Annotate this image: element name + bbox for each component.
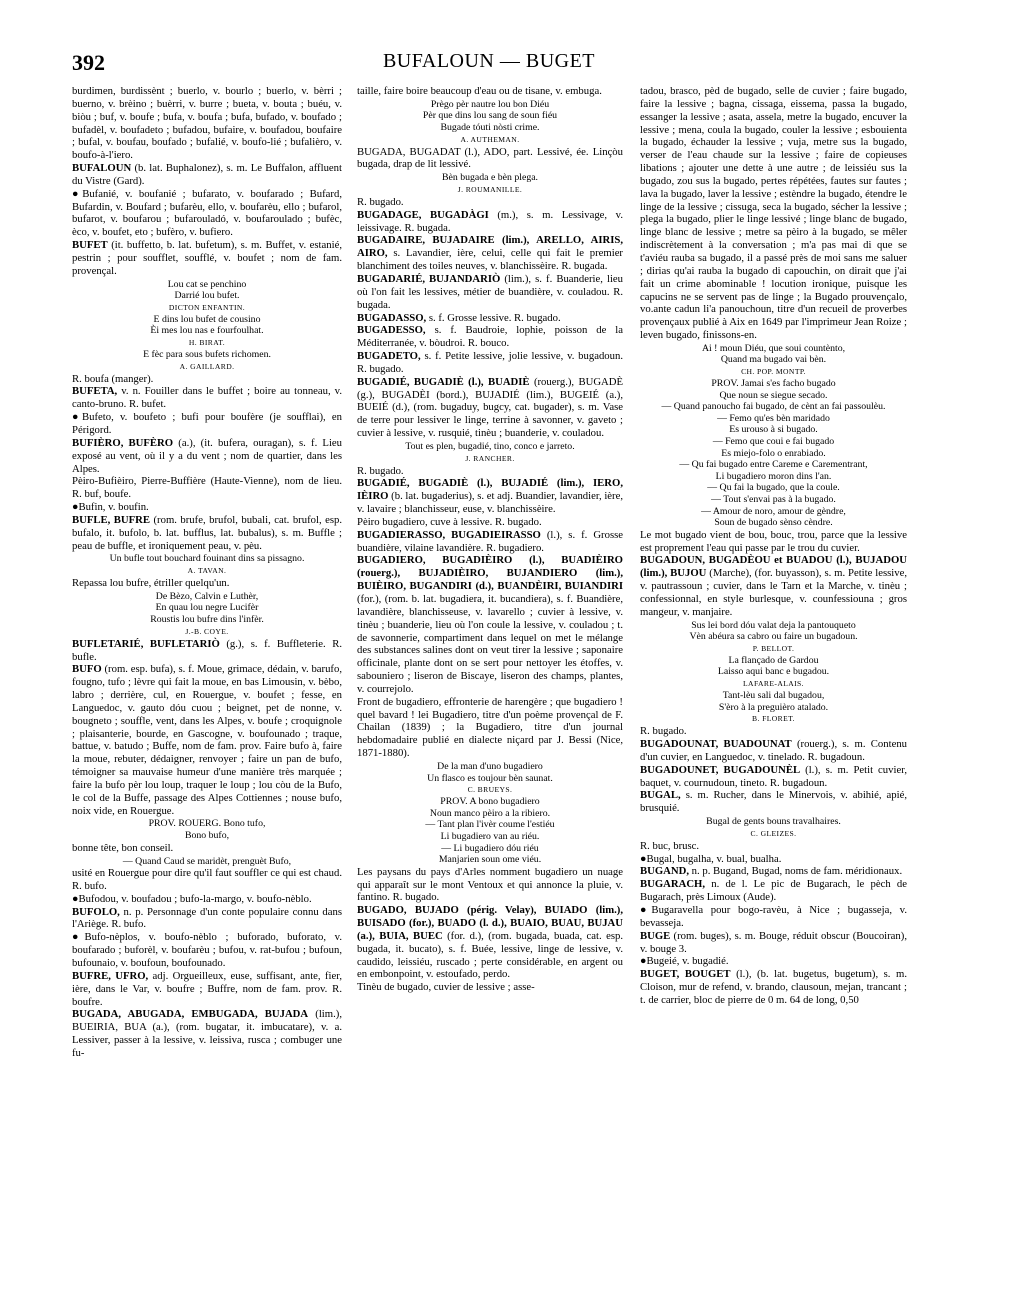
entry-text: usité en Rouergue pour dire qu'il faut souffler ce qui est chaud. R. bufo. — [72, 867, 342, 892]
entry-text: Front de bugadiero, effronterie de harengère ; que bugadiero ! quel bavard ! lei Bugadiero, titre d'un poème provençal de F. Chailan (1839) ; la Bugadiero, titre d'un journal hebdomadaire publié en dialecte niçard par J. Bessi (Nice, 1871-1880). — [357, 695, 623, 760]
entry-headword: BUFETA, — [72, 385, 118, 398]
page-header — [72, 50, 906, 80]
entry-headword: BUGADESSO, — [357, 324, 426, 337]
entry-text: R. boufa (manger). — [72, 372, 154, 385]
dictionary-entry — [72, 239, 342, 278]
dictionary-entry — [72, 638, 342, 664]
entry-headword: BUGAL, — [640, 789, 681, 802]
quotation-author: B. FLORET. — [752, 714, 795, 724]
entry-headword: BUGADOUNAT, BUADOUNAT — [640, 738, 792, 751]
dictionary-entry — [357, 529, 623, 555]
entry-text: R. buc, brusc. — [640, 839, 700, 852]
quotation-author: C. BRUEYS. — [467, 785, 513, 795]
quotation-author: C. GLEIZES. — [750, 828, 797, 838]
quotation-author: H. BIRAT. — [188, 338, 226, 348]
dictionary-entry — [72, 663, 342, 817]
entry-text: ●Bufo-nèplos, v. boufo-nèblo ; buforado, buforato, v. boufarado ; buforèl, v. boufarèu ; bufou, v. rat-bufou ; bufoun, bufounaio, v. boufoun, boufounado. — [72, 931, 342, 969]
entry-definition: n. de l. Le pic de Bugarach, le pèch de Bugarach, près Limoux (Aude). — [640, 878, 908, 904]
entry-headword: BUGADO, BUJADO (périg. Velay), BUIADO (lim.), BUISADO (for.), BUADO (l. d.), BUAIO, BUAU, BUJAU (a.), BUIA, BUEC — [357, 904, 623, 942]
dictionary-entry — [357, 324, 623, 350]
entry-definition: (rom. buges), s. m. Bouge, réduit obscur (Boucoiran), v. bouge 3. — [640, 929, 908, 955]
entry-definition: (rom. brufe, brufol, bubali, cat. brufol, esp. bufalo, it. bufolo, b. lat. bufflus, lat. bubalus), s. m. Buffle ; peau de buffle, et ironiquement peau, v. pèu. — [72, 513, 343, 552]
dictionary-entry — [640, 930, 907, 956]
entry-headword: BUFO — [72, 663, 102, 676]
quotation-author: DICTON ENFANTIN. — [168, 302, 246, 312]
dictionary-entry — [72, 385, 342, 411]
entry-headword: BUGET, BOUGET — [640, 968, 731, 981]
entry-text: Le mot bugado vient de bou, bouc, trou, parce que la lessive est proprement l'eau qui passe par le trou du cuvier. — [640, 528, 907, 554]
entry-definition: (for.), (rom. b. lat. bugadiera, it. bucandiera), s. f. Buandière, lavandière, blanchisseuse, v. lavarello ; cuvier à lessive, v. tinèu ; buanderie, lieu où l'on coule la lessive, v. couladou ; t. de savonnerie, compartiment dans lequel on met le mélange des substances salines dont on veut tirer la lessive ; saponaire officinale, plante dont on se sert pour nettoyer les étoffes, v. sabouniero ; liseron de Biscaye, liseron des champs, plantes, v. courrejolo. — [357, 592, 623, 695]
entry-headword: BUGADIÉ, BUGADIÈ (l.), BUJADIÉ (lim.), IERO, IÈIRO — [357, 477, 623, 503]
entry-headword: BUFIÈRO, BUFÈRO — [72, 436, 174, 449]
entry-text: tadou, brasco, pèd de bugado, selle de cuvier ; faire bugado, faire la lessive ; bagna, cissaga, eissema, passa la bugado, essanger la lessive ; asata, assela, metre la bugado, encuver la lessive ; mena, coula la bugado, couler la lessive ; esbouienta la bugado, échauder la lessive ; vuja, metre sus la bugado, verser de l'eau chaude sur la lessive ; faire de copieuses libations ; ajouter une dette à une autre ; de leissiéu sus la bugado, zou sus la bugado, pertes répétées, fautes sur fautes ; lava la bugado, laver la lessive ; estèndre la bugado, étendre le linge de la lessive ; cissuga, seca la bugado, sécher la lessive ; plega la bugado, plier le linge lessivé ; linge blanc de bugado, linge blanc de lessive ; metre sa pèiro à la bugado, se mêler indiscrètement à la conversation ; m'a pas mai di que se t'aviéu rauba sa bugado, il a passé près de moi sans me saluer ; dirias qu'ai rauba la bugado di capouchin, on dirait que j'ai fait un crime abominable ! locution ironique, puisque les capucins ne se servent pas de linge ; la Bugado prouvençalo, vo.ante cadun li'a panouchoun, titre d'un recueil de proverbes provençaux publié à Aix en 1649 par l'imprimeur Jean Roize ; leven bugado, finissons-en. — [640, 85, 907, 342]
entry-definition: s. f. Baudroie, lophie, poisson de la Méditerranée, v. bòudroi. R. bouco. — [357, 324, 623, 350]
dictionary-entry — [640, 554, 907, 618]
entry-headword: BUFOLO, — [72, 905, 120, 918]
entry-text: Pèiro-Bufièiro, Pierre-Buffière (Haute-Vienne), nom de lieu. R. buf, boufe. — [72, 475, 342, 501]
dictionary-entry — [357, 209, 623, 235]
dictionary-entry — [72, 1008, 342, 1059]
entry-text: ●Bufin, v. boufin. — [72, 501, 149, 514]
quotation-author: LAFARE-ALAIS. — [743, 679, 804, 689]
entry-text: Pèiro bugadiero, cuve à lessive. R. bugado. — [357, 515, 542, 528]
entry-text: ●Bufodou, v. boufadou ; bufo-la-margo, v. boufo-nèblo. — [72, 892, 312, 905]
dictionary-entry — [357, 477, 623, 516]
running-head: BUFALOUN — BUGET — [382, 50, 596, 72]
entry-headword: BUGADOUNET, BUGADOUNÈL — [640, 763, 801, 776]
entry-text: R. bugado. — [357, 195, 404, 208]
entry-definition: v. n. Fouiller dans le buffet ; boire au tonneau, v. canto-bruno. R. bufet. — [72, 385, 342, 411]
quotation-author: A. TAVAN. — [187, 566, 227, 576]
entry-definition: (Marche), (for. buyasson), s. m. Petite lessive, v. pautrassoun ; cuvier, dans le Tarn et la Marche, v. tinèu ; confessionnal, en style burlesque, v. counfessiouna ; gros mangeur, v. manjaire. — [640, 567, 907, 618]
verse-quotation: Un bufle tout bouchard fouinant dins sa pissagno. — [109, 553, 305, 565]
quotation-author: A. GAILLARD. — [179, 361, 235, 371]
dictionary-entry — [357, 312, 623, 325]
entry-headword: BUFET — [72, 239, 108, 252]
dictionary-entry — [72, 162, 342, 188]
entry-headword: BUFLETARIÉ, BUFLETARIÒ — [72, 637, 220, 650]
entry-definition: (m.), s. m. Lessivage, v. leissivage. R. bugada. — [357, 208, 623, 234]
quotation-author: J. RANCHER. — [465, 453, 515, 463]
entry-text: ●Bugeié, v. bugadié. — [640, 955, 729, 968]
quotation-author: J.-B. COYE. — [185, 626, 229, 636]
entry-headword: BUGADOUN, BUGADÈOU et BUADOU (l.), BUJADOU (lim.), BUJOU — [640, 554, 907, 580]
entry-headword: BUFLE, BUFRE — [72, 513, 150, 526]
quotation-author: J. ROUMANILLE. — [457, 184, 523, 194]
verse-quotation: — Quand Caud se maridèt, prenguèt Bufo, — [122, 855, 292, 867]
verse-quotation: PROV. A bono bugadiero Noun manco pèiro a la ribiero. — Tant plan l'ivèr coume l'estiéu Li bugadiero van au riéu. — Li bugadiero dóu riéu Manjarien soun ome viéu. — [425, 796, 555, 866]
entry-definition: n. p. Personnage d'un conte populaire connu dans l'Ariège. R. bufo. — [72, 905, 342, 931]
verse-quotation: Lou cat se penchino Darrié lou bufet. — [167, 278, 247, 302]
verse-quotation: La flançado de Gardou Laisso aqui banc e bugadou. — [717, 654, 830, 678]
dictionary-entry — [72, 970, 342, 1009]
entry-definition: s. Lavandier, ière, celui, celle qui fait le premier blanchiment des toiles neuves, v. blanchissèire. R. bugada. — [357, 247, 623, 273]
dictionary-entry — [640, 878, 907, 904]
entry-definition: (for. d.), (rom. bugada, buada, cat. esp. bugada, it. bucato), s. f. Buée, lessive, linge de lessive, v. caudido, leissiéu, ruscado ; perte considérable, en argent ou en embonpoint, v. estoufado, perdo. — [357, 929, 623, 981]
verse-quotation: Tant-lèu sali dal bugadou, S'èro à la preguièro atalado. — [718, 690, 829, 713]
entry-definition: (g.), s. f. Buffleterie. R. bufle. — [72, 637, 343, 663]
dictionary-entry — [640, 865, 907, 878]
entry-definition: (a.), (it. bufera, ouragan), s. f. Lieu exposé au vent, où il y a du vent ; nom de quartier, dans les Alpes. — [72, 436, 343, 475]
dictionary-entry — [357, 904, 623, 981]
verse-quotation: Bèn bugada e bèn plega. — [441, 172, 539, 184]
dictionary-entry — [357, 554, 623, 695]
verse-quotation: Tout es plen, bugadié, tino, conco e jarreto. — [405, 440, 575, 452]
entry-definition: (l.), s. f. Grosse buandière, vilaine lavandière. R. bugadiero. — [357, 528, 624, 554]
entry-headword: BUGADETO, — [357, 350, 421, 363]
entry-headword: BUGADIERASSO, BUGADIEIRASSO — [357, 528, 541, 541]
verse-quotation: Ai ! moun Diéu, que soui countènto, Quand ma bugado vai bèn. — [701, 342, 846, 366]
entry-text: taille, faire boire beaucoup d'eau ou de tisane, v. embuga. — [357, 85, 602, 97]
verse-quotation: Sus lei bord dóu valat deja la pantouqueto Vèn abéura sa cabro ou faire un bugadoun. — [689, 619, 858, 643]
entry-headword: BUGADAGE, BUGADÀGI — [357, 208, 489, 221]
quotation-author: P. BELLOT. — [752, 643, 795, 653]
entry-headword: BUGADAIRE, BUJADAIRE (lim.), ARELLO, AIRIS, AIRO, — [357, 234, 623, 260]
entry-headword: BUGADASSO, — [357, 311, 427, 324]
dictionary-entry — [357, 273, 623, 312]
dictionary-entry — [72, 906, 342, 932]
dictionary-entry — [640, 764, 907, 790]
entry-text: Tinèu de bugado, cuvier de lessive ; asse- — [357, 981, 535, 994]
dictionary-entry — [640, 789, 907, 815]
entry-text: burdimen, burdissènt ; buerlo, v. bourlo ; buerlo, v. bèrri ; buerno, v. brèino ; buèrri, v. burre ; bueta, v. bouta ; buéu, v. biòu ; buf, v. boufe ; bufa, v. boufa ; bufa, bufado, v. boufado ; bufadèl, v. boufadeto ; bufadou, bufaire, v. boufadou, boufaire ; bufal, v. boufau, boufado ; bufalié, v. boufo-lié ; bufalièro, v. boufo-à-l'iero. — [72, 85, 342, 162]
dictionary-entry — [640, 968, 907, 1007]
entry-definition: adj. Orgueilleux, euse, suffisant, ante, fier, ière, dans le Var, v. boufre ; Buffre, nom de fam. prov. R. boufre. — [72, 969, 342, 1008]
verse-quotation: E fèc para sous bufets richomen. — [143, 349, 271, 361]
entry-definition: (lim.), s. f. Buanderie, lieu où l'on fait les lessives, métier de buandière, v. couladou. R. bugada. — [357, 272, 623, 311]
verse-quotation: Bugal de gents bouns travalhaires. — [706, 816, 841, 828]
entry-headword: BUGADIÉ, BUGADIÈ (l.), BUADIÈ — [357, 375, 530, 388]
entry-headword: BUGARACH, — [640, 878, 706, 891]
verse-quotation: De la man d'uno bugadiero Un flasco es toujour bèn saunat. — [427, 760, 553, 784]
column-left — [72, 85, 342, 1060]
entry-definition: (b. lat. bugaderius), s. et adj. Buandier, lavandier, ière, v. lavaire ; blanchisseur, euse, v. blanchissèire. — [357, 490, 624, 516]
entry-text: ●Bugaravella pour bogo-ravèu, à Nice ; bugasseja, v. bevasseja. — [640, 903, 907, 929]
entry-definition: (rom. esp. bufa), s. f. Moue, grimace, dédain, v. barufo, fougno, tufo ; lèvre qui fait la moue, en bas Limousin, v. bèbo, labro ; derrière, cul, en Rouergue, v. boufet ; fesse, en Languedoc, v. gauto dóu cuou ; beignet, pet de nonne, v. bougneto ; souffle, vent, dans les Alpes, v. boufe ; croquignole ; plaisanterie, bourde, en Gascogne, v. boufounado ; traque, battue, v. batudo ; Buffe, nom de fam. prov. Faire bufo à, faire la moue, rebuter, dédaigner, renvoyer ; faire un pan de bufo, témoigner sa mauvaise humeur d'une manière très marquée ; faire la bufo pèr lou loup, traquer le loup ; lou còu de la Bufo, le col de la Buffe, passage des Alpes Cottiennes ; nouse bufo, noix vide, en Rouergue. — [72, 663, 343, 817]
dictionary-entry — [357, 234, 623, 273]
dictionary-entry — [357, 350, 623, 376]
entry-definition: (l.), (b. lat. bugetus, bugetum), s. m. Cloison, mur de refend, v. brando, clausoun, mejan, trancant ; t. de carrier, bloc de pierre de 0 m. 64 de long, 0,50 — [640, 968, 907, 1006]
page-number: 392 — [72, 50, 105, 75]
entry-text: R. bugado. — [357, 464, 404, 477]
entry-definition: s. f. Grosse lessive. R. bugado. — [428, 311, 561, 324]
verse-quotation: Prègo pèr nautre lou bon Diéu Pèr que dins lou sang de soun fiéu Bugade tóuti nòsti crime. — [422, 98, 558, 134]
entry-text: bonne tête, bon conseil. — [72, 841, 174, 854]
dictionary-entry — [72, 514, 342, 553]
dictionary-entry — [357, 376, 623, 440]
entry-definition: (l.), s. m. Petit cuvier, baquet, v. cournudoun, tineto. R. bugadoun. — [640, 763, 908, 789]
entry-headword: BUGE — [640, 929, 671, 942]
entry-headword: BUFALOUN — [72, 162, 132, 175]
entry-definition: (rouerg.), s. m. Contenu d'un cuvier, en Languedoc, v. tinelado. R. bugadoun. — [640, 738, 908, 763]
quotation-author: CH. POP. MONTP. — [741, 367, 806, 377]
entry-definition: (b. lat. Buphalonez), s. m. Le Buffalon, affluent du Vistre (Gard). — [72, 162, 342, 187]
column-right — [640, 85, 907, 1007]
entry-text: Repassa lou bufre, étriller quelqu'un. — [72, 577, 230, 590]
entry-definition: (rouerg.), BUGADÈ (g.), BUGADÈI (bord.), BUJADIÉ (lim.), BUGEIÉ (a.), BUEIÉ (d.), (rom. bugaduy, bugcy, cat. bugader), s. m. Vase de terre pour lessiver le linge, terrine à savonner, v. gaveto ; cuvier à lessive, v. rusquié, tinèu ; buanderie, v. couladou. — [357, 375, 623, 440]
entry-text: Les paysans du pays d'Arles nomment bugadiero un nuage qui apparaît sur le mont Ventoux et qui annonce la pluie, v. fantino. R. bugado. — [357, 865, 623, 904]
quotation-author: A. AUTHEMAN. — [460, 134, 520, 144]
dictionary-entry — [72, 437, 342, 476]
entry-text: ●Bugal, bugalha, v. bual, bualha. — [640, 852, 782, 865]
entry-headword: BUGADA, ABUGADA, EMBUGADA, BUJADA — [72, 1008, 309, 1021]
entry-definition: s. m. Rucher, dans le Minervois, v. abihié, apié, brusquié. — [640, 789, 907, 815]
entry-headword: BUGAND, — [640, 865, 689, 878]
entry-definition: n. p. Bugand, Bugad, noms de fam. méridionaux. — [691, 865, 903, 878]
entry-definition: s. f. Petite lessive, jolie lessive, v. bugadoun. R. bugado. — [357, 350, 624, 375]
entry-definition: (it. buffetto, b. lat. bufetum), s. m. Buffet, v. estanié, pestrin ; pour soufflet, soufflé, v. boufet ; nom de fam. provençal. — [72, 239, 342, 277]
verse-quotation: PROV. Jamai s'es facho bugado Que noun se siegue secado. — Quand panoucho fai bugado, de cènt an fai passoulèu. — Femo qu'es bèn maridado Es urouso à si bugado. — Femo que coui e fai bugado Es miejo-folo o enrabiado. — Qu fai bugado entre Careme e Carementrant, Li bugadiero moron dins l'an. — Qu fai la bugado, que la coule. — Tout s'envai pas à la bugado. — Amour de noro, amour de gèndre, Soun de bugado sènso cèndre. — [661, 378, 886, 529]
column-middle — [357, 85, 623, 994]
entry-text: R. bugado. — [640, 725, 687, 738]
entry-definition: (lim.), BUEIRIA, BUA (a.), (rom. bugatar, it. imbucatare), v. a. Lessiver, passer à la lessive, v. leissiva, rusca ; combuger une fu- — [72, 1008, 342, 1059]
dictionary-entry — [640, 738, 907, 764]
verse-quotation: PROV. ROUERG. Bono tufo, Bono bufo, — [148, 818, 266, 842]
entry-headword: BUGADARIÉ, BUJANDARIÒ — [357, 272, 501, 285]
entry-headword: BUGADIERO, BUGADIÈIRO (l.), BUADIÈIRO (rouerg.), BUJADIÈIRO, BUJANDIERO (lim.), BUIÈIRO, BUGANDIRI (d.), BUANDÈIRI, BUIANDIRI — [357, 554, 623, 593]
verse-quotation: E dins lou bufet de cousino Èi mes lou nas e fourfoulhat. — [150, 313, 264, 337]
entry-text: BUGADA, BUGADAT (l.), ADO, part. Lessivé, ée. Linçòu bugada, drap de lit lessivé. — [357, 145, 623, 171]
verse-quotation: De Bèzo, Calvin e Luthèr, En quau lou negre Lucifèr Roustis lou bufre dins l'infèr. — [150, 590, 264, 626]
entry-text: ●Bufeto, v. boufeto ; bufi pour boufère (je soufflai), en Périgord. — [72, 411, 342, 436]
entry-headword: BUFRE, UFRO, — [72, 969, 149, 982]
entry-text: ●Bufanié, v. boufanié ; bufarato, v. boufarado ; Bufard, Bufardin, v. Boufard ; bufarèu, ello, v. boufarèu, ello ; bufarol, bufarot, v. boufarou ; bufarouladó, v. boufaroulado ; bufèc, èco, v. boufet, eto ; bufèro, v. bufiero. — [72, 187, 342, 239]
